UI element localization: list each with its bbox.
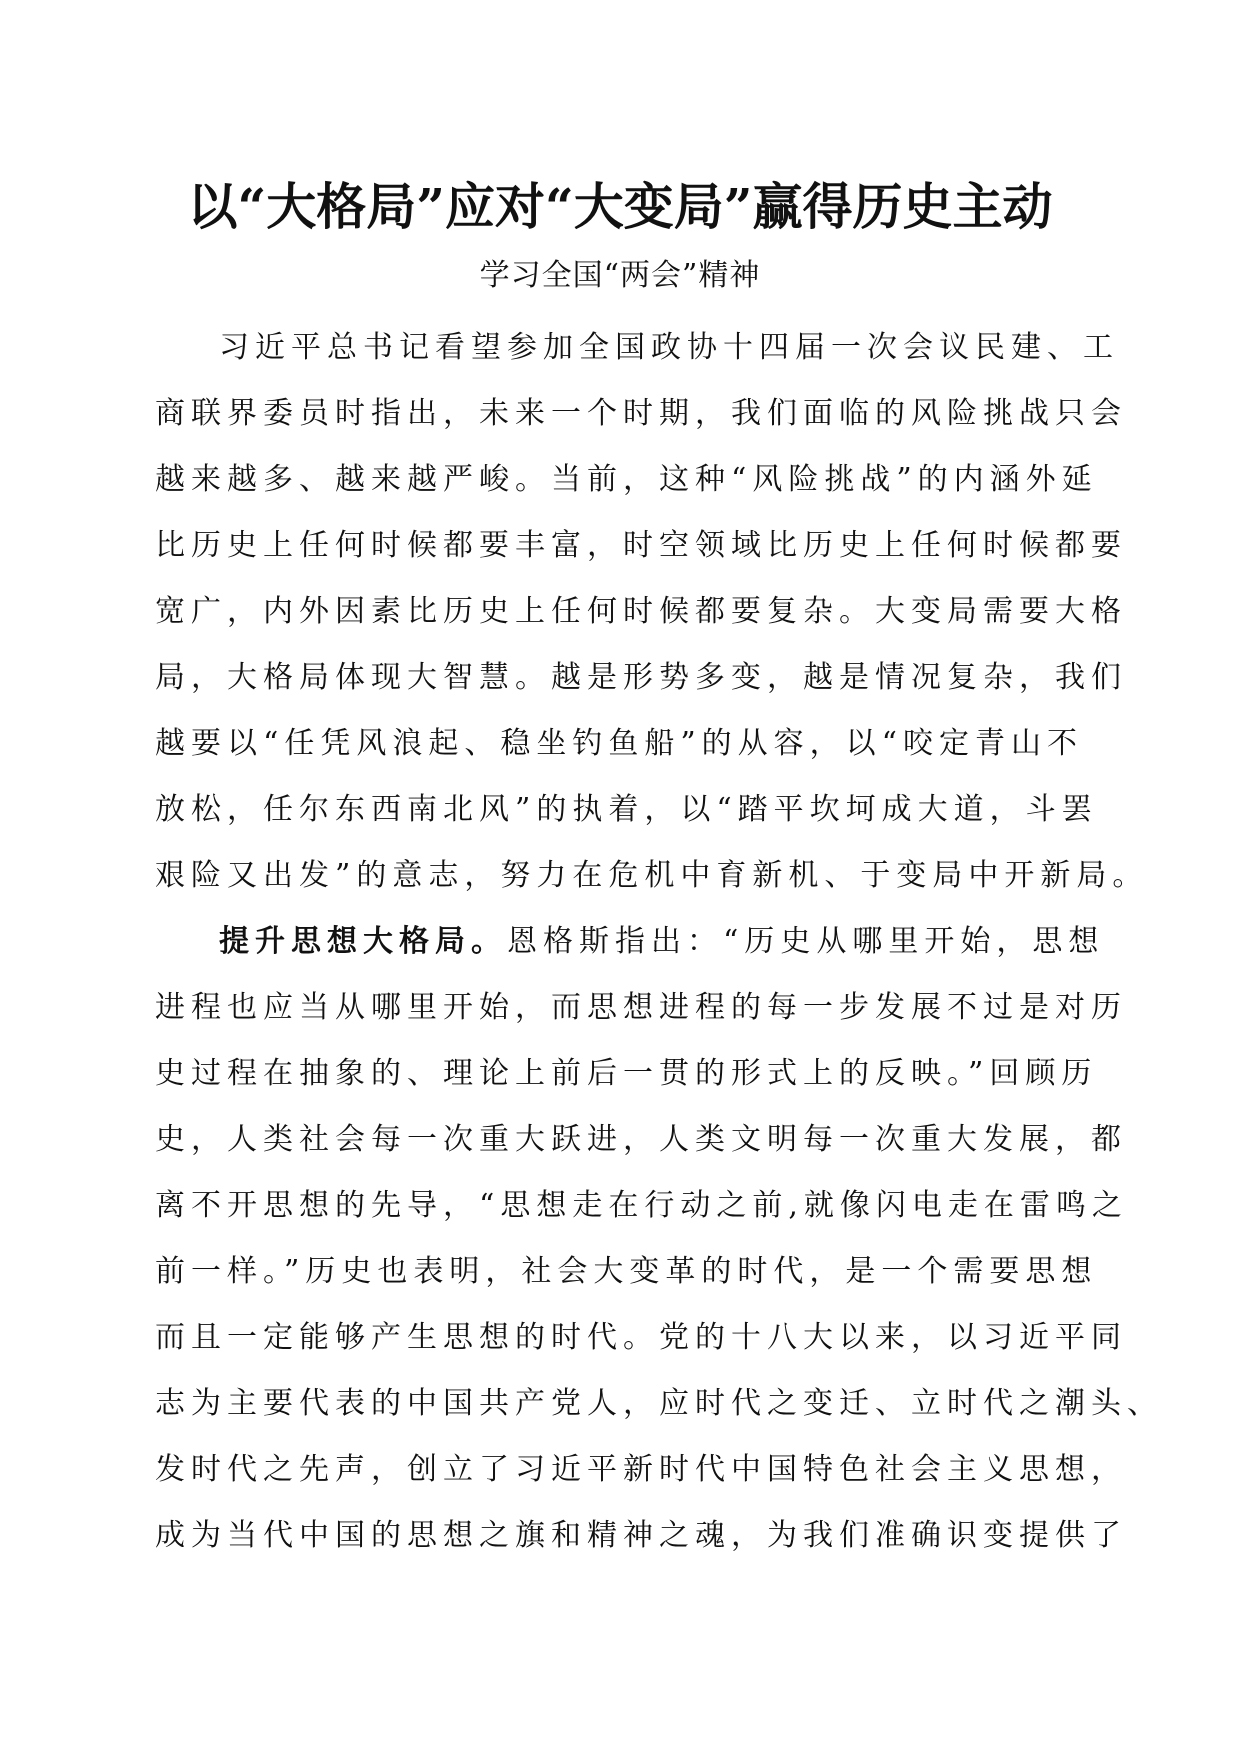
paragraph-line: 艰险又出发”的意志，努力在危机中育新机、于变局中开新局。 xyxy=(155,858,1149,893)
paragraph-line: 志为主要代表的中国共产党人，应时代之变迁、立时代之潮头、 xyxy=(155,1386,1163,1421)
paragraph-line: 放松，任尔东西南北风”的执着，以“踏平坎坷成大道，斗罢 xyxy=(155,792,1098,827)
paragraph-line: 宽广，内外因素比历史上任何时候都要复杂。大变局需要大格 xyxy=(155,594,1127,629)
document-body xyxy=(155,315,1163,1569)
paragraph-2 xyxy=(155,909,1163,1569)
paragraph-line: 越要以“任凭风浪起、稳坐钓鱼船”的从容，以“咬定青山不 xyxy=(155,726,1084,761)
paragraph-line: 而且一定能够产生思想的时代。党的十八大以来，以习近平同 xyxy=(155,1320,1127,1355)
paragraph-line: 前一样。”历史也表明，社会大变革的时代，是一个需要思想 xyxy=(155,1254,1098,1289)
paragraph-line: 成为当代中国的思想之旗和精神之魂，为我们准确识变提供了 xyxy=(155,1518,1127,1553)
document-title: 以“大格局”应对“大变局”赢得历史主动 xyxy=(187,177,1053,236)
paragraph-line xyxy=(155,909,1105,975)
paragraph-line: 习近平总书记看望参加全国政协十四届一次会议民建、工 xyxy=(219,330,1119,365)
paragraph-line: 进程也应当从哪里开始，而思想进程的每一步发展不过是对历 xyxy=(155,990,1127,1025)
paragraph-line: 商联界委员时指出，未来一个时期，我们面临的风险挑战只会 xyxy=(155,396,1127,431)
paragraph-1 xyxy=(155,315,1149,909)
paragraph-line: 发时代之先声，创立了习近平新时代中国特色社会主义思想， xyxy=(155,1452,1127,1487)
paragraph-line: 史过程在抽象的、理论上前后一贯的形式上的反映。”回顾历 xyxy=(155,1056,1098,1091)
document-subtitle: 学习全国“两会”精神 xyxy=(479,258,761,293)
paragraph-line: 离不开思想的先导，“思想走在行动之前,就像闪电走在雷鸣之 xyxy=(155,1188,1128,1223)
section-heading: 提升思想大格局。 xyxy=(219,924,507,959)
paragraph-line: 越来越多、越来越严峻。当前，这种“风险挑战”的内涵外延 xyxy=(155,462,1098,497)
paragraph-text: 恩格斯指出：“历史从哪里开始，思想 xyxy=(507,924,1105,959)
paragraph-line: 史，人类社会每一次重大跃进，人类文明每一次重大发展，都 xyxy=(155,1122,1127,1157)
paragraph-line: 比历史上任何时候都要丰富，时空领域比历史上任何时候都要 xyxy=(155,528,1127,563)
paragraph-line: 局，大格局体现大智慧。越是形势多变，越是情况复杂，我们 xyxy=(155,660,1127,695)
